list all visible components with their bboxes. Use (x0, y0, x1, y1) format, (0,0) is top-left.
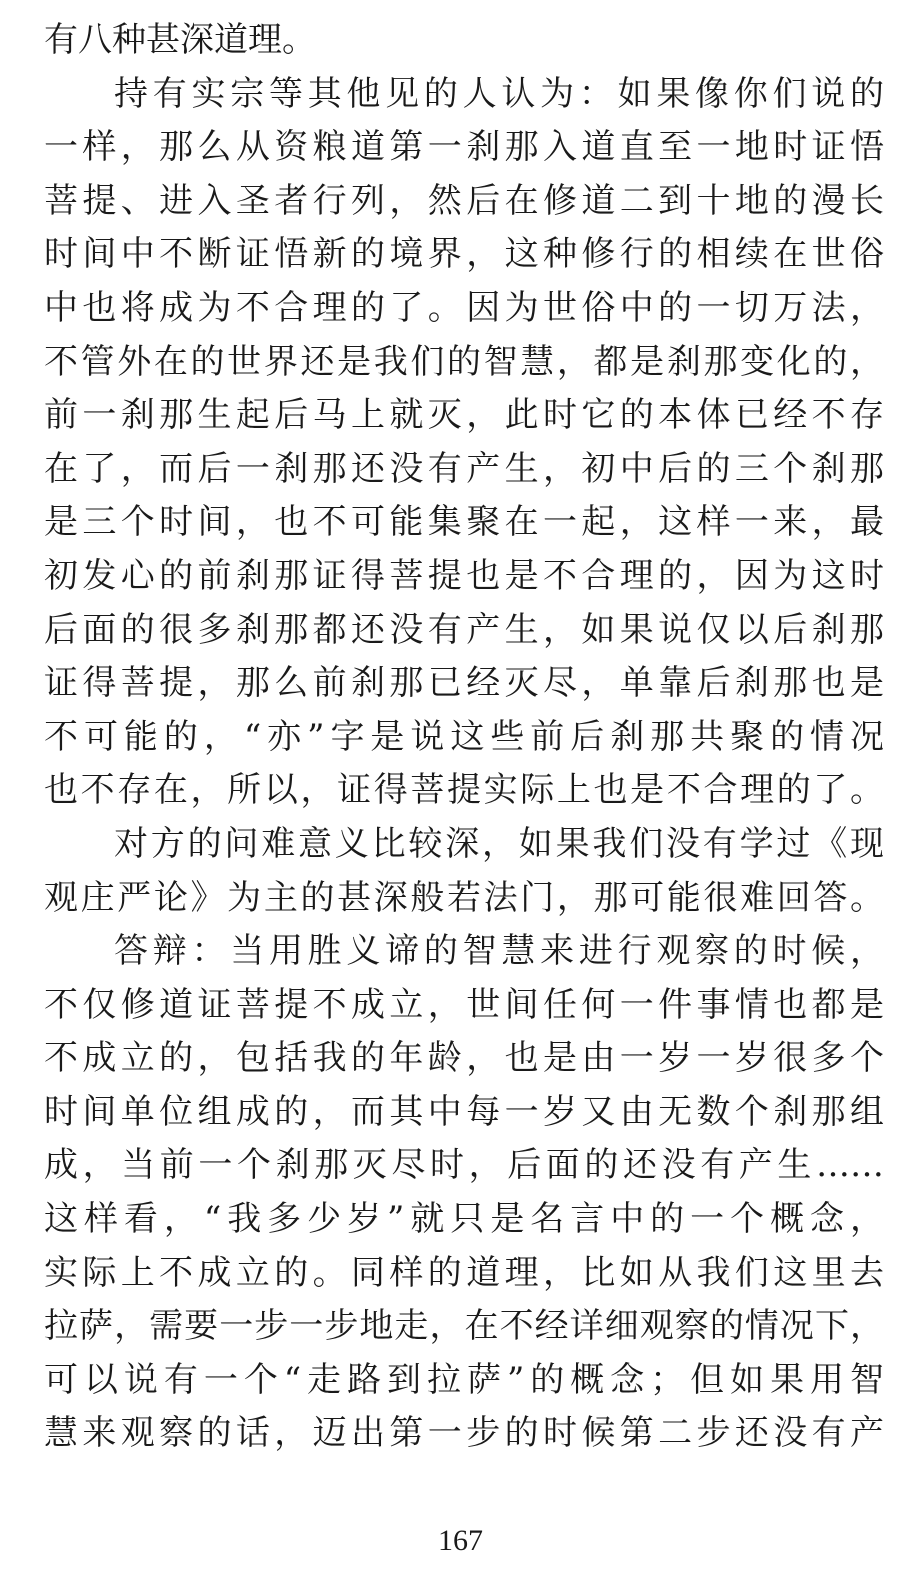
text-line: 不仅修道证菩提不成立，世间任何一件事情也都是 (44, 984, 884, 1025)
text-line: 不管外在的世界还是我们的智慧，都是刹那变化的， (44, 341, 884, 382)
page-number: 167 (438, 1524, 483, 1557)
text-line: 答辩：当用胜义谛的智慧来进行观察的时候， (114, 931, 884, 972)
text-line: 对方的问难意义比较深，如果我们没有学过《现 (114, 823, 884, 864)
text-line: 这样看，“我多少岁”就只是名言中的一个概念， (44, 1199, 884, 1240)
text-line: 前一刹那生起后马上就灭，此时它的本体已经不存 (44, 395, 884, 436)
text-line: 时间中不断证悟新的境界，这种修行的相续在世俗 (44, 234, 884, 275)
text-line: 初发心的前刹那证得菩提也是不合理的，因为这时 (44, 555, 884, 596)
text-line: 菩提、进入圣者行列，然后在修道二到十地的漫长 (44, 180, 884, 221)
text-line: 也不存在，所以，证得菩提实际上也是不合理的了。 (44, 770, 884, 811)
text-line: 后面的很多刹那都还没有产生，如果说仅以后刹那 (44, 609, 884, 650)
text-line: 不可能的，“亦”字是说这些前后刹那共聚的情况 (44, 716, 884, 757)
text-line: 持有实宗等其他见的人认为：如果像你们说的 (114, 73, 884, 114)
text-line: 证得菩提，那么前刹那已经灭尽，单靠后刹那也是 (44, 663, 884, 704)
text-line: 是三个时间，也不可能集聚在一起，这样一来，最 (44, 502, 884, 543)
body-text (44, 14, 884, 1461)
text-line: 时间单位组成的，而其中每一岁又由无数个刹那组 (44, 1091, 884, 1132)
text-line: 慧来观察的话，迈出第一步的时候第二步还没有产 (44, 1413, 884, 1454)
text-line: 不成立的，包括我的年龄，也是由一岁一岁很多个 (44, 1038, 884, 1079)
text-line: 中也将成为不合理的了。因为世俗中的一切万法， (44, 287, 884, 328)
text-line: 观庄严论》为主的甚深般若法门，那可能很难回答。 (44, 877, 884, 918)
text-line: 可以说有一个“走路到拉萨”的概念；但如果用智 (44, 1359, 884, 1400)
text-line: 有八种甚深道理。 (44, 20, 316, 60)
text-line: 成，当前一个刹那灭尽时，后面的还没有产生…… (44, 1145, 884, 1186)
text-line: 一样，那么从资粮道第一刹那入道直至一地时证悟 (44, 127, 884, 168)
text-line: 拉萨，需要一步一步地走，在不经详细观察的情况下， (44, 1306, 884, 1347)
text-line: 在了，而后一刹那还没有产生，初中后的三个刹那 (44, 448, 884, 489)
text-line: 实际上不成立的。同样的道理，比如从我们这里去 (44, 1252, 884, 1293)
